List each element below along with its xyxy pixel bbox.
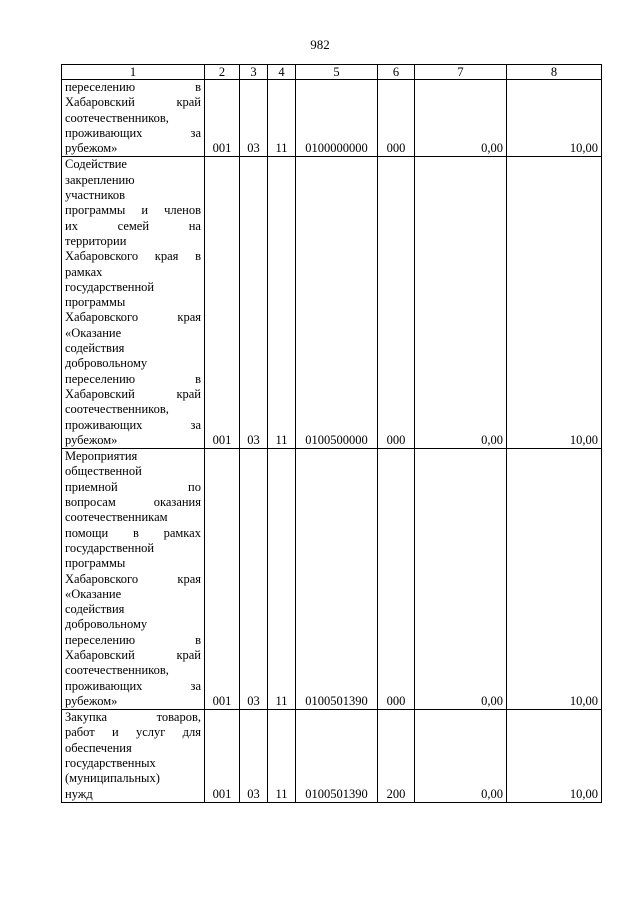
description-line: участников bbox=[65, 188, 126, 203]
description-line: проживающих за bbox=[65, 678, 201, 693]
description-line: Мероприятия bbox=[65, 449, 138, 464]
description-line: переселению в bbox=[65, 80, 201, 94]
table-row bbox=[62, 710, 602, 803]
description-line: Содействие bbox=[65, 157, 127, 172]
ministry-code-cell: 001 bbox=[205, 80, 240, 157]
column-header: 7 bbox=[415, 65, 507, 80]
column-header: 6 bbox=[378, 65, 415, 80]
description-line: Хабаровского края bbox=[65, 310, 201, 325]
target-article-cell: 0100501390 bbox=[296, 710, 378, 803]
expense-type-cell: 200 bbox=[378, 710, 415, 803]
amount-cell: 10,00 bbox=[507, 80, 602, 157]
expense-type-cell: 000 bbox=[378, 80, 415, 157]
description-line: обеспечения bbox=[65, 740, 132, 755]
subsection-code-cell: 11 bbox=[268, 80, 296, 157]
description-line: содействия bbox=[65, 341, 125, 356]
row-description bbox=[62, 710, 205, 803]
amount-cell: 0,00 bbox=[415, 80, 507, 157]
description-line: переселению в bbox=[65, 371, 201, 386]
subsection-code-cell: 11 bbox=[268, 449, 296, 710]
subsection-code-cell: 11 bbox=[268, 710, 296, 803]
amount-cell: 10,00 bbox=[507, 157, 602, 449]
description-line: «Оказание bbox=[65, 325, 122, 340]
description-line: вопросам оказания bbox=[65, 495, 201, 510]
description-line: Хабаровского края bbox=[65, 571, 201, 586]
description-line: «Оказание bbox=[65, 586, 122, 601]
section-code-cell: 03 bbox=[240, 710, 268, 803]
description-line: рубежом» bbox=[65, 141, 118, 156]
description-line: помощи в рамках bbox=[65, 525, 201, 540]
description-line: государственных bbox=[65, 756, 156, 771]
description-line: приемной по bbox=[65, 479, 201, 494]
table-row bbox=[62, 80, 602, 157]
description-line: Хабаровский край bbox=[65, 95, 201, 110]
expense-type-cell: 000 bbox=[378, 157, 415, 449]
description-line: закреплению bbox=[65, 172, 135, 187]
description-line: государственной bbox=[65, 279, 155, 294]
column-header: 5 bbox=[296, 65, 378, 80]
description-line: проживающих за bbox=[65, 417, 201, 432]
table-header-row bbox=[62, 65, 602, 80]
description-line: государственной bbox=[65, 540, 155, 555]
column-header: 2 bbox=[205, 65, 240, 80]
section-code-cell: 03 bbox=[240, 80, 268, 157]
description-line: нужд bbox=[65, 786, 93, 801]
description-line: соотечественникам bbox=[65, 510, 168, 525]
row-description bbox=[62, 157, 205, 449]
description-line: Закупка товаров, bbox=[65, 710, 201, 725]
section-code-cell: 03 bbox=[240, 157, 268, 449]
description-line: содействия bbox=[65, 602, 125, 617]
description-line: соотечественников, bbox=[65, 663, 169, 678]
row-description bbox=[62, 80, 205, 157]
ministry-code-cell: 001 bbox=[205, 449, 240, 710]
amount-cell: 10,00 bbox=[507, 710, 602, 803]
column-header: 4 bbox=[268, 65, 296, 80]
amount-cell: 0,00 bbox=[415, 710, 507, 803]
column-header: 1 bbox=[62, 65, 205, 80]
target-article-cell: 0100000000 bbox=[296, 80, 378, 157]
budget-table bbox=[61, 64, 602, 803]
amount-cell: 0,00 bbox=[415, 449, 507, 710]
description-line: рамках bbox=[65, 264, 103, 279]
amount-cell: 10,00 bbox=[507, 449, 602, 710]
amount-cell: 0,00 bbox=[415, 157, 507, 449]
description-line: рубежом» bbox=[65, 693, 118, 708]
description-line: Хабаровский край bbox=[65, 386, 201, 401]
description-line: их семей на bbox=[65, 218, 201, 233]
subsection-code-cell: 11 bbox=[268, 157, 296, 449]
description-line: проживающих за bbox=[65, 125, 201, 140]
table-row bbox=[62, 449, 602, 710]
description-line: программы и членов bbox=[65, 203, 201, 218]
description-line: соотечественников, bbox=[65, 402, 169, 417]
description-line: программы bbox=[65, 295, 126, 310]
description-line: Хабаровского края в bbox=[65, 249, 201, 264]
ministry-code-cell: 001 bbox=[205, 710, 240, 803]
description-line: территории bbox=[65, 233, 127, 248]
page-number: 982 bbox=[310, 37, 330, 52]
description-line: рубежом» bbox=[65, 432, 118, 447]
section-code-cell: 03 bbox=[240, 449, 268, 710]
column-header: 8 bbox=[507, 65, 602, 80]
target-article-cell: 0100500000 bbox=[296, 157, 378, 449]
description-line: переселению в bbox=[65, 632, 201, 647]
expense-type-cell: 000 bbox=[378, 449, 415, 710]
row-description bbox=[62, 449, 205, 710]
ministry-code-cell: 001 bbox=[205, 157, 240, 449]
description-line: программы bbox=[65, 556, 126, 571]
description-line: работ и услуг для bbox=[65, 725, 201, 740]
description-line: добровольному bbox=[65, 356, 148, 371]
description-line: (муниципальных) bbox=[65, 771, 160, 786]
description-line: Хабаровский край bbox=[65, 647, 201, 662]
table-row bbox=[62, 157, 602, 449]
description-line: общественной bbox=[65, 464, 142, 479]
description-line: добровольному bbox=[65, 617, 148, 632]
target-article-cell: 0100501390 bbox=[296, 449, 378, 710]
column-header: 3 bbox=[240, 65, 268, 80]
description-line: соотечественников, bbox=[65, 110, 169, 125]
